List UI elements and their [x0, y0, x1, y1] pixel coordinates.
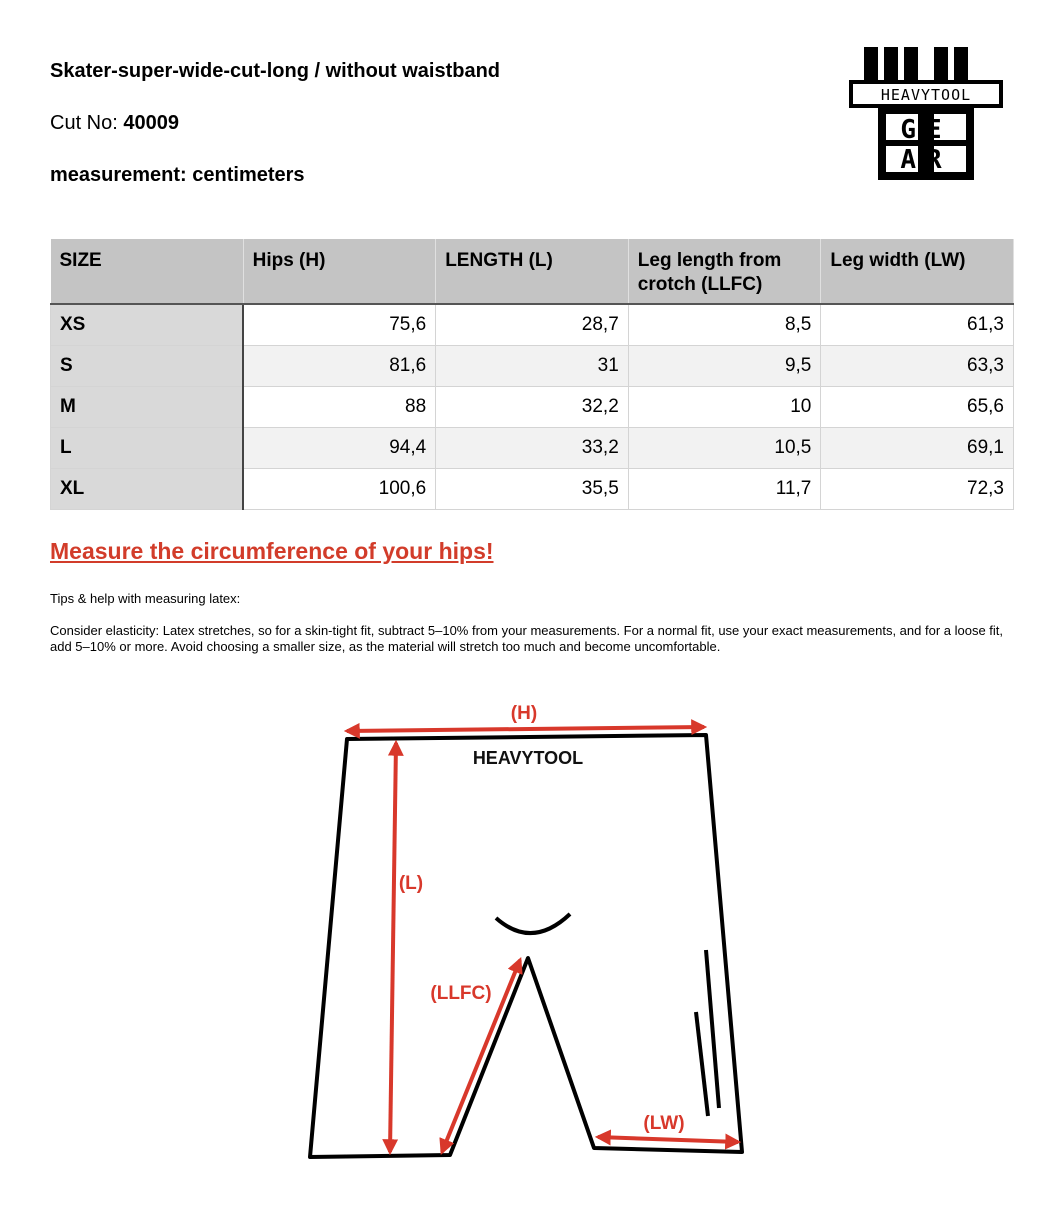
length-cell: 31 [436, 346, 629, 387]
crotch-curve [496, 914, 570, 933]
size-cell: XL [51, 469, 244, 510]
column-header-llfc: Leg length from crotch (LLFC) [628, 239, 821, 304]
logo-text-gear-bottom: AR [900, 145, 952, 175]
column-header-hips: Hips (H) [243, 239, 436, 304]
table-row [51, 304, 1014, 346]
column-header-size: SIZE [51, 239, 244, 304]
hips-cell: 75,6 [243, 304, 436, 346]
llfc-cell: 8,5 [628, 304, 821, 346]
logo-text-gear-top: GE [900, 115, 952, 145]
hips-cell: 94,4 [243, 428, 436, 469]
length-cell: 32,2 [436, 387, 629, 428]
label-l: (L) [398, 873, 424, 894]
shorts-measurement-diagram [300, 690, 770, 1170]
table-header-row [51, 239, 1014, 304]
cut-number-value: 40009 [123, 112, 179, 134]
hip-measure-warning: Measure the circumference of your hips! [50, 538, 494, 564]
label-h: (H) [510, 703, 538, 724]
shorts-outline [310, 735, 742, 1157]
size-cell: S [51, 346, 244, 387]
leg-width-arrow [598, 1137, 738, 1142]
table-row [51, 346, 1014, 387]
length-cell: 35,5 [436, 469, 629, 510]
leg-width-cell: 63,3 [821, 346, 1014, 387]
table-row [51, 428, 1014, 469]
size-chart-table [50, 239, 1014, 510]
hips-cell: 88 [243, 387, 436, 428]
seam-line [706, 950, 719, 1108]
tips-body: Consider elasticity: Latex stretches, so for a skin-tight fit, subtract 5–10% from your measurements. For a normal fit, use your exact measurements, and for a loose fit, add 5–10% or more. Avoid choosing a smaller size, as the material will stretch too much and become uncomfortable. [50, 623, 1004, 654]
product-title: Skater-super-wide-cut-long / without waistband [50, 60, 501, 82]
size-cell: L [51, 428, 244, 469]
size-cell: M [51, 387, 244, 428]
llfc-cell: 11,7 [628, 469, 821, 510]
logo-text-heavytool: HEAVYTOOL [880, 86, 972, 104]
table-row [51, 469, 1014, 510]
measurement-unit: measurement: centimeters [50, 164, 305, 186]
diagram-brand-label: HEAVYTOOL [472, 748, 584, 768]
table-row [51, 387, 1014, 428]
heavytool-gear-logo [846, 44, 1006, 182]
label-llfc: (LLFC) [430, 983, 492, 1004]
hips-arrow [347, 727, 704, 731]
label-lw: (LW) [643, 1113, 685, 1134]
length-cell: 33,2 [436, 428, 629, 469]
leg-width-cell: 61,3 [821, 304, 1014, 346]
column-header-leg-width: Leg width (LW) [821, 239, 1014, 304]
leg-width-cell: 72,3 [821, 469, 1014, 510]
length-arrow [390, 743, 396, 1152]
cut-number [50, 112, 179, 135]
llfc-cell: 9,5 [628, 346, 821, 387]
leg-width-cell: 65,6 [821, 387, 1014, 428]
hips-cell: 81,6 [243, 346, 436, 387]
leg-width-cell: 69,1 [821, 428, 1014, 469]
cut-number-label: Cut No: [50, 112, 118, 134]
column-header-length: LENGTH (L) [436, 239, 629, 304]
size-cell: XS [51, 304, 244, 346]
seam-line [696, 1012, 708, 1116]
llfc-cell: 10,5 [628, 428, 821, 469]
hips-cell: 100,6 [243, 469, 436, 510]
llfc-cell: 10 [628, 387, 821, 428]
length-cell: 28,7 [436, 304, 629, 346]
tips-heading: Tips & help with measuring latex: [50, 591, 241, 606]
